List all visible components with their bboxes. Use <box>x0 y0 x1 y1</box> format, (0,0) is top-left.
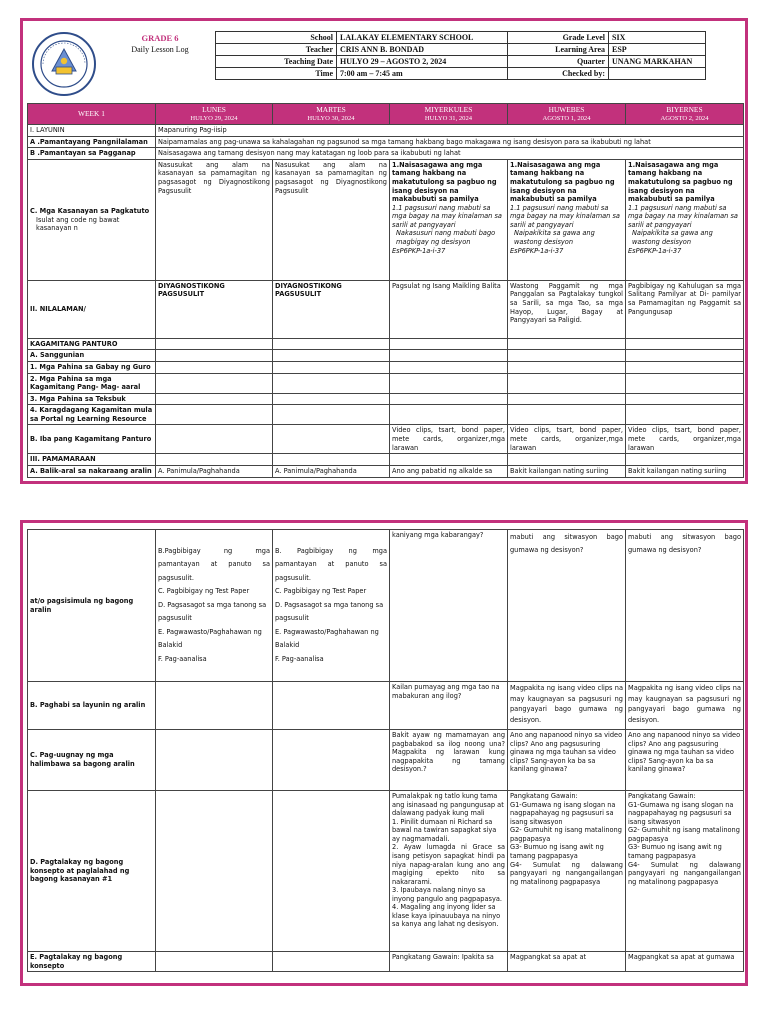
kasanayan-wed: 1.Naisasagawa ang mga tamang hakbang na makatutulong sa pagbuo ng isang desisyon na makabubuti sa pamilya 1.1 pagsusuri nang mabuti sa mga bagay na may kinalaman sa sarili at pangyayari Nakasusuri nang mabuti bago magbigay ng desisyon EsP6PKP-1a-i-37 <box>390 159 508 280</box>
talakay1-fri: Pangkatang Gawain: G1-Gumawa ng isang slogan na nagpapahayag ng pagsusuri sa isang sitwasyon G2- Gumuhit ng isang matalinong pagpapasya G3- Bumuo ng isang awit ng tamang pagpapasya G4- Sumulat ng dalawang pangyayari ng nangangailangan ng matalinong pagpapasya <box>626 791 744 952</box>
karagdagang-label: 4. Karagdagang Kagamitan mula sa Portal ng Learning Resource <box>28 405 156 425</box>
log-title: Daily Lesson Log <box>131 45 189 54</box>
nilalaman-fri: Pagbibigay ng Kahulugan sa mga Salitang Pamilyar at Di- pamilyar sa Pamamagitan ng Paggamit sa Pangungusap <box>626 280 744 338</box>
talakay1-label: D. Pagtalakay ng bagong konsepto at paglalahad ng bagong kasanayan #1 <box>28 791 156 952</box>
teaching-date-value: HULYO 29 – AGOSTO 2, 2024 <box>337 56 508 68</box>
talakay1-thu: Pangkatang Gawain: G1-Gumawa ng isang slogan na nagpapahayag ng pagsusuri sa isang sitwasyon G2- Gumuhit ng isang matalinong pagpapasya G3- Bumuo ng isang awit ng tamang pagpapasya G4- Sumulat ng dalawang pangyayari ng nangangailangan ng matalinong pagpapasya <box>508 791 626 952</box>
talakay2-fri: Magpangkat sa apat at gumawa <box>626 952 744 972</box>
paghabi-row <box>28 682 744 730</box>
learning-area-label: Learning Area <box>524 44 609 56</box>
day-header-fri: BIYERNES AGOSTO 2, 2024 <box>626 104 744 125</box>
table-row <box>28 125 744 137</box>
paghabi-wed: Kailan pumayag ang mga tao na mabakuran ang ilog? <box>390 682 508 730</box>
school-label: School <box>216 32 337 44</box>
week-label: WEEK 1 <box>28 104 156 125</box>
steps-mon: B.Pagbibigay ng mga pamantayan at panuto sa pagsusulit. C. Pagbibigay ng Test Paper D. Pagsasagot sa mga tanong sa pagsusulit E. Pagwawasto/Paghahawan ng Balakid F. Pag-aanalisa <box>156 530 273 682</box>
pagsisimula-row <box>28 530 744 682</box>
lesson-log-page-1 <box>20 18 748 484</box>
uugnay-fri: Ano ang napanood ninyo sa video clips? Ano ang pagsusuring ginawa ng mga tauhan sa video clips? Sang-ayon ka ba sa kanilang ginawa? <box>626 730 744 791</box>
iba-wed: Video clips, tsart, bond paper, mete cards, organizer,mga larawan <box>390 425 508 454</box>
balik-aral-label: A. Balik-aral sa nakaraang aralin <box>28 465 156 477</box>
grade-level-value: SIX <box>609 32 706 44</box>
quarter-value: UNANG MARKAHAN <box>609 56 706 68</box>
sanggunian-label: A. Sanggunian <box>28 350 156 362</box>
checked-by-value <box>609 68 706 80</box>
kagamitan-label: KAGAMITANG PANTURO <box>28 338 156 350</box>
learning-area-value: ESP <box>609 44 706 56</box>
table-row <box>28 373 744 393</box>
balik-aral-thu: Bakit kailangan nating suriing <box>508 465 626 477</box>
kasanayan-mon: Nasusukat ang alam na kasanayan sa pamamagitan ng pagsasagot ng Diyagnostikong Pagsusulit <box>156 159 273 280</box>
nilalaman-thu: Wastong Paggamit ng mga Panggalan sa Pagtalakay tungkol sa Sarili, sa mga Tao, sa mga Hayop, Lugar, Bagay at Pangyayari sa Paligid. <box>508 280 626 338</box>
pagsisimula-wed: kaniyang mga kabarangay? <box>390 530 508 682</box>
deped-seal-icon <box>31 31 97 97</box>
table-row <box>28 465 744 477</box>
checked-by-label: Checked by: <box>524 68 609 80</box>
iba-fri: Video clips, tsart, bond paper, mete cards, organizer,mga larawan <box>626 425 744 454</box>
kasanayan-label-cell <box>28 159 156 280</box>
gabay-label: 1. Mga Pahina sa Gabay ng Guro <box>28 362 156 374</box>
table-row <box>28 148 744 160</box>
talakay1-wed: Pumalakpak ng tatlo kung tama ang isinasaad ng pangungusap at dalawang padyak kung mali 1. Pinilit dumaan ni Richard sa bawal na tawiran sapagkat siya ay nagmamadali. 2. Ayaw lumagda ni Grace sa isang petisyon sapagkat hindi pa niya napag-aralan kung ano ang magiging epekto nito sa nakararami. 3. Ipaubaya nalang ninyo sa inyong pangulo ang pagpapasya. 4. Magaling ang inyong lider sa klase kaya ipinauubaya na ninyo sa kanya ang lahat ng desisyon. <box>390 791 508 952</box>
nilalaman-mon: DIYAGNOSTIKONG PAGSUSULIT <box>156 280 273 338</box>
nilalaman-tue: DIYAGNOSTIKONG PAGSUSULIT <box>273 280 390 338</box>
kasanayan-row <box>28 159 744 280</box>
table-row <box>28 136 744 148</box>
teacher-label: Teacher <box>216 44 337 56</box>
iba-label: B. Iba pang Kagamitang Panturo <box>28 425 156 454</box>
grade-level-label: Grade Level <box>524 32 609 44</box>
pagsisimula-label: at/o pagsisimula ng bagong aralin <box>28 530 156 682</box>
day-header-tue: MARTES HULYO 30, 2024 <box>273 104 390 125</box>
table-row <box>28 362 744 374</box>
layunin-label: I. LAYUNIN <box>28 125 156 137</box>
steps-tue: B. Pagbibigay ng mga pamantayan at panuto sa pagsusulit. C. Pagbibigay ng Test Paper D. Pagsasagot sa mga tanong sa pagsusulit E. Pagwawasto/Paghahawan ng Balakid F. Pag-aanalisa <box>273 530 390 682</box>
table-row <box>28 454 744 466</box>
uugnay-wed: Bakit ayaw ng mamamayan ang pagbabakod sa ilog noong una? Magpakita ng larawan kung nagpapakita ng tamang desisyon.? <box>390 730 508 791</box>
layunin-value: Mapanuring Pag-iisip <box>156 125 744 137</box>
school-value: LALAKAY ELEMENTARY SCHOOL <box>337 32 508 44</box>
talakay2-wed: Pangkatang Gawain: Ipakita sa <box>390 952 508 972</box>
quarter-label: Quarter <box>524 56 609 68</box>
paghabi-thu: Magpakita ng isang video clips na may kaugnayan sa pagsusuri ng pangyayari bago gumawa ng desisyon. <box>508 682 626 730</box>
pagganap-label: B .Pamantayan sa Pagganap <box>28 148 156 160</box>
talakay1-row <box>28 791 744 952</box>
time-value: 7:00 am – 7:45 am <box>337 68 508 80</box>
kasanayan-thu: 1.Naisasagawa ang mga tamang hakbang na makatutulong sa pagbuo ng isang desisyon na makabubuti sa pamilya 1.1 pagsusuri nang mabuti sa mga bagay na may kinalaman sa sarili at pangyayari Naipakikita sa gawa ang wastong desisyon EsP6PKP-1a-i-37 <box>508 159 626 280</box>
day-header-thu: HUWEBES AGOSTO 1, 2024 <box>508 104 626 125</box>
balik-aral-mon: A. Panimula/Paghahanda <box>156 465 273 477</box>
talakay2-label: E. Pagtalakay ng bagong konsepto <box>28 952 156 972</box>
kagamitang-mag-aaral-label: 2. Mga Pahina sa mga Kagamitang Pang- Mag- aaral <box>28 373 156 393</box>
grade-title: GRADE 6 <box>141 33 179 43</box>
lesson-log-page-2 <box>20 520 748 986</box>
time-label: Time <box>216 68 337 80</box>
table-row <box>28 405 744 425</box>
day-header-mon: LUNES HULYO 29, 2024 <box>156 104 273 125</box>
table-row <box>28 350 744 362</box>
document-header <box>29 27 739 103</box>
teaching-date-label: Teaching Date <box>216 56 337 68</box>
iba-row <box>28 425 744 454</box>
table-row <box>28 338 744 350</box>
uugnay-label: C. Pag-uugnay ng mga halimbawa sa bagong aralin <box>28 730 156 791</box>
uugnay-thu: Ano ang napanood ninyo sa video clips? Ano ang pagsusuring ginawa ng mga tauhan sa video clips? Sang-ayon ka ba sa kanilang ginawa? <box>508 730 626 791</box>
talakay2-thu: Magpangkat sa apat at <box>508 952 626 972</box>
kasanayan-label: C. Mga Kasanayan sa Pagkatuto <box>30 207 150 216</box>
pagsisimula-thu: mabuti ang sitwasyon bago gumawa ng desisyon? <box>508 530 626 682</box>
kasanayan-fri: 1.Naisasagawa ang mga tamang hakbang na makatutulong sa pagbuo ng isang desisyon na makabubuti sa pamilya 1.1 pagsusuri nang mabuti sa mga bagay na may kinalaman sa sarili at pangyayari Naipakikita sa gawa ang wastong desisyon EsP6PKP-1a-i-37 <box>626 159 744 280</box>
uugnay-row <box>28 730 744 791</box>
grade-title-block <box>101 33 219 54</box>
info-table <box>215 31 706 80</box>
kasanayan-sub: Isulat ang code ng bawat kasanayan n <box>36 215 120 233</box>
pamamaraan-label: III. PAMAMARAAN <box>28 454 156 466</box>
pagsisimula-fri: mabuti ang sitwasyon bago gumawa ng desisyon? <box>626 530 744 682</box>
day-header-wed: MIYERKULES HULYO 31, 2024 <box>390 104 508 125</box>
nilalaman-label: II. NILALAMAN/ <box>28 280 156 338</box>
lesson-table-2 <box>27 529 744 972</box>
pamantayan-value: Naipamamalas ang pag-unawa sa kahalagahan ng pagsunod sa mga tamang hakbang bago makagawa ng isang desisyon para sa ikabubuti ng lahat <box>156 136 744 148</box>
teacher-value: CRIS ANN B. BONDAD <box>337 44 508 56</box>
nilalaman-row <box>28 280 744 338</box>
balik-aral-fri: Bakit kailangan nating suriing <box>626 465 744 477</box>
balik-aral-wed: Ano ang pabatid ng alkalde sa <box>390 465 508 477</box>
iba-thu: Video clips, tsart, bond paper, mete cards, organizer,mga larawan <box>508 425 626 454</box>
paghabi-fri: Magpakita ng isang video clips na may kaugnayan sa pagsusuri ng pangyayari bago gumawa ng desisyon. <box>626 682 744 730</box>
kasanayan-tue: Nasusukat ang alam na kasanayan sa pamamagitan ng pagsasagot ng Diyagnostikong Pagsusulit <box>273 159 390 280</box>
nilalaman-wed: Pagsulat ng Isang Maikling Balita <box>390 280 508 338</box>
teksbuk-label: 3. Mga Pahina sa Teksbuk <box>28 393 156 405</box>
day-header-row <box>28 104 744 125</box>
pamantayan-label: A .Pamantayang Pangnilalaman <box>28 136 156 148</box>
table-row <box>28 393 744 405</box>
talakay2-row <box>28 952 744 972</box>
balik-aral-tue: A. Panimula/Paghahanda <box>273 465 390 477</box>
paghabi-label: B. Paghabi sa layunin ng aralin <box>28 682 156 730</box>
lesson-table-1 <box>27 103 744 478</box>
pagganap-value: Naisasagawa ang tamang desisyon nang may katatagan ng loob para sa ikabubuti ng lahat <box>156 148 744 160</box>
